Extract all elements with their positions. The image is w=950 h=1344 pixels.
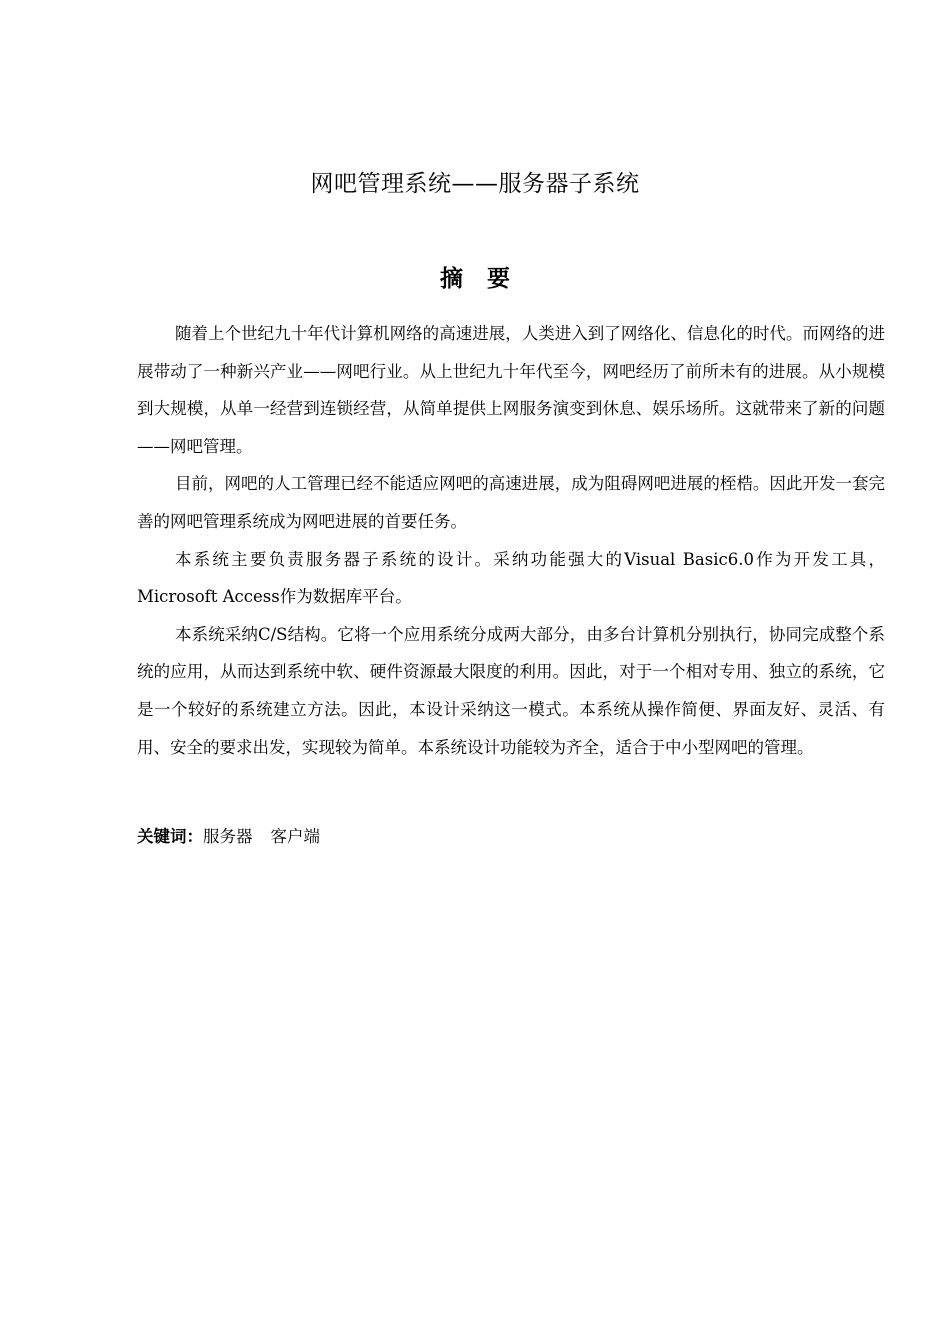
abstract-paragraph: 随着上个世纪九十年代计算机网络的高速进展，人类进入到了网络化、信息化的时代。而网络的进展带动了一种新兴产业——网吧行业。从上世纪九十年代至今，网吧经历了前所未有的进展。从小规模到大规模，从单一经营到连锁经营，从简单提供上网服务演变到休息、娱乐场所。这就带来了新的问题——网吧管理。 bbox=[137, 324, 885, 456]
abstract-heading: 摘要 bbox=[440, 266, 534, 292]
keyword-term: 客户端 bbox=[270, 827, 320, 846]
keyword-term: 服务器 bbox=[203, 827, 253, 846]
document-title: 网吧管理系统——服务器子系统 bbox=[310, 171, 640, 197]
abstract-body bbox=[137, 315, 885, 766]
abstract-paragraph: 本系统主要负责服务器子系统的设计。采纳功能强大的Visual Basic6.0作为开发工具，Microsoft Access作为数据库平台。 bbox=[137, 549, 885, 607]
abstract-paragraph: 本系统采纳C/S结构。它将一个应用系统分成两大部分，由多台计算机分别执行，协同完成整个系统的应用，从而达到系统中软、硬件资源最大限度的利用。因此，对于一个相对专用、独立的系统，它是一个较好的系统建立方法。因此，本设计采纳这一模式。本系统从操作简便、界面友好、灵活、有用、安全的要求出发，实现较为简单。本系统设计功能较为齐全，适合于中小型网吧的管理。 bbox=[137, 624, 885, 757]
abstract-paragraph: 目前，网吧的人工管理已经不能适应网吧的高速进展，成为阻碍网吧进展的桎梏。因此开发一套完善的网吧管理系统成为网吧进展的首要任务。 bbox=[137, 474, 885, 531]
keywords-label: 关键词： bbox=[137, 827, 203, 846]
keywords-line bbox=[137, 818, 320, 855]
